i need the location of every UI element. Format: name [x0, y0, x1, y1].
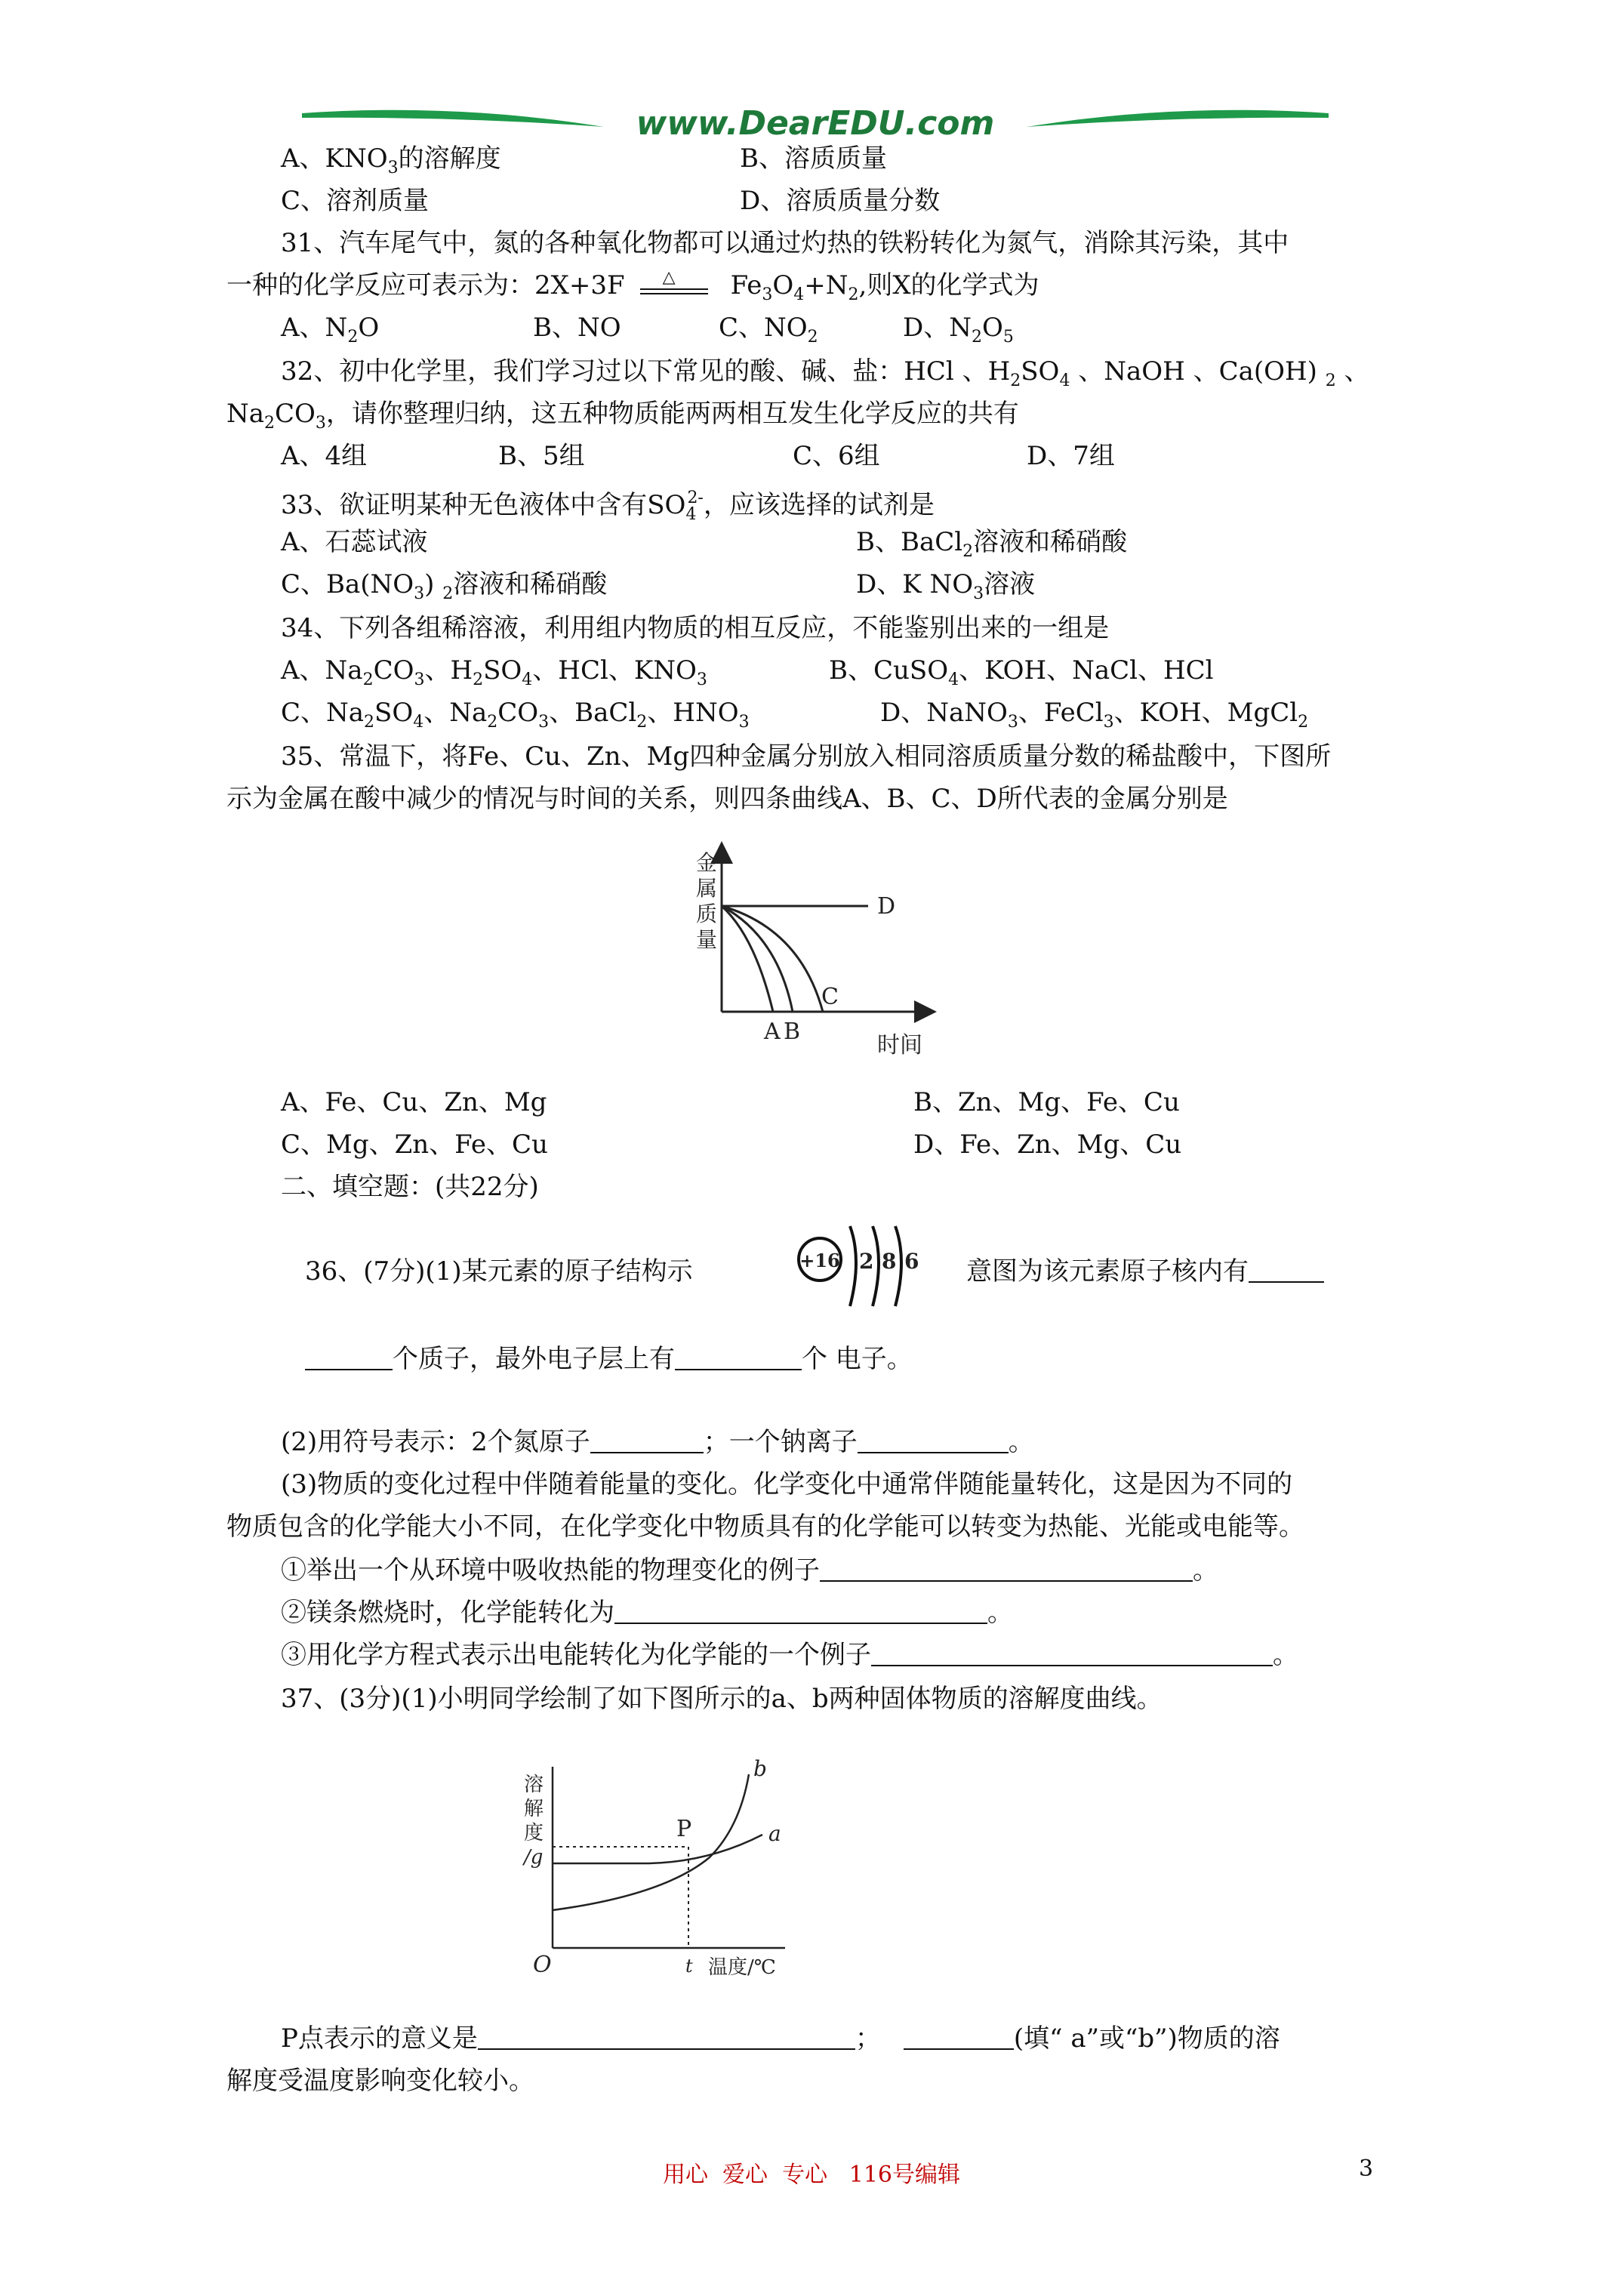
y-label-3: 质	[696, 901, 718, 926]
q37-p-meaning: P点表示的意义是 ； (填“ a”或“b”)物质的溶	[281, 2023, 1280, 2054]
q37-stem: 37、(3分)(1)小明同学绘制了如下图所示的a、b两种固体物质的溶解度曲线。	[281, 1684, 1163, 1714]
q31-stem-line1: 31、汽车尾气中，氮的各种氧化物都可以通过灼热的铁粉转化为氮气，消除其污染，其中	[281, 228, 1289, 258]
q35-option-a: A、Fe、Cu、Zn、Mg	[281, 1087, 547, 1117]
answer-blank-substance[interactable]	[904, 2024, 1014, 2050]
q31-option-d: D、$N_2O_5$	[903, 313, 1014, 347]
q32-option-a: A、4组	[281, 441, 368, 471]
q36-part3-line1: (3)物质的变化过程中伴随着能量的变化。化学变化中通常伴随能量转化，这是因为不同的	[281, 1469, 1293, 1499]
answer-blank-nitrogen-atoms[interactable]	[590, 1428, 704, 1453]
x-label: 温度/℃	[708, 1956, 776, 1979]
q35-stem-line2: 示为金属在酸中减少的情况与时间的关系，则四条曲线A、B、C、D所代表的金属分别是	[226, 784, 1228, 814]
nucleus-charge: +16	[799, 1250, 840, 1271]
q30-option-d: D、溶质质量分数	[740, 186, 941, 216]
q30-option-b: B、溶质质量	[740, 143, 887, 174]
q30-option-a: A、$KNO_3$的溶解度	[281, 143, 501, 177]
y-label-4: 量	[696, 927, 718, 952]
q32-stem-line2: $Na_2CO_3$，请你整理归纳，这五种物质能两两相互发生化学反应的共有	[226, 399, 1019, 433]
q35-option-c: C、Mg、Zn、Fe、Cu	[281, 1130, 548, 1160]
q32-option-d: D、7组	[1027, 441, 1115, 471]
origin-label: O	[533, 1952, 552, 1978]
q35-stem-line1: 35、常温下，将Fe、Cu、Zn、Mg四种金属分别放入相同溶质质量分数的稀盐酸中，下图所	[281, 741, 1332, 772]
answer-blank-protons-2[interactable]	[305, 1345, 393, 1370]
q30-option-c: C、溶剂质量	[281, 186, 430, 216]
q33-option-c: C、$Ba(NO_3)$ $_2$溶液和稀硝酸	[281, 569, 608, 603]
shell-1-count: 2	[859, 1249, 874, 1274]
y-label-1: 溶	[524, 1774, 544, 1796]
q31-option-c: C、$NO_2$	[719, 313, 818, 347]
point-p-label: P	[676, 1816, 692, 1842]
q35-option-b: B、Zn、Mg、Fe、Cu	[913, 1087, 1180, 1117]
heat-condition: △	[662, 268, 676, 287]
curve-a-label: a	[768, 1821, 781, 1846]
curve-c-label: C	[821, 984, 839, 1010]
q37-line2: 解度受温度影响变化较小。	[226, 2066, 534, 2096]
q36-item-2: ②镁条燃烧时，化学能转化为 。	[281, 1598, 1013, 1628]
q33-option-b: B、BaCl$_2$溶液和稀硝酸	[856, 527, 1128, 561]
q32-option-b: B、5组	[498, 441, 585, 471]
solubility-curve-figure	[513, 1752, 861, 1993]
y-label-2: 属	[696, 876, 718, 901]
answer-blank-equation[interactable]	[871, 1641, 1273, 1666]
curve-b-label: b	[753, 1756, 767, 1781]
q36-line1-a: 36、(7分)(1)某元素的原子结构示	[305, 1256, 693, 1287]
logo-swoosh-left	[302, 110, 604, 127]
section-title: 二、填空题：(共22分)	[281, 1172, 539, 1202]
y-label-1: 金	[696, 850, 718, 875]
q32-stem-line1: 32、初中化学里，我们学习过以下常见的酸、碱、盐：HCl 、$H_2SO_4$ 、NaOH 、Ca(OH) $_2$ 、	[281, 356, 1370, 390]
y-label-3: 度	[524, 1822, 544, 1845]
equals-sign	[640, 288, 708, 290]
q36-item-1: ①举出一个从环境中吸收热能的物理变化的例子 。	[281, 1555, 1218, 1586]
answer-blank-outer-electrons[interactable]	[675, 1345, 802, 1370]
q34-option-a: A、$Na_2CO_3$、$H_2SO_4$、HCl、$KNO_3$	[281, 655, 707, 689]
q33-stem: 33、欲证明某种无色液体中含有$SO_4^{2-}$，应该选择的试剂是	[281, 488, 935, 524]
q33-option-d: D、K $NO_3$溶液	[856, 569, 1036, 603]
q34-option-c: C、$Na_2SO_4$、$Na_2CO_3$、BaCl$_2$、$HNO_3$	[281, 698, 750, 732]
q31-option-b: B、NO	[533, 313, 621, 343]
q34-stem: 34、下列各组稀溶液，利用组内物质的相互反应，不能鉴别出来的一组是	[281, 613, 1110, 643]
metal-mass-time-figure	[679, 823, 966, 1072]
shell-arc-1	[850, 1226, 856, 1306]
curve-b	[553, 1774, 749, 1910]
curve-a-label: A	[764, 1019, 781, 1045]
q36-part2: (2)用符号表示：2个氮原子 ；一个钠离子 。	[281, 1427, 1034, 1457]
y-label-4: /g	[524, 1846, 544, 1869]
q35-option-d: D、Fe、Zn、Mg、Cu	[913, 1130, 1182, 1160]
curve-a	[722, 906, 773, 1012]
logo-swoosh-right	[1027, 110, 1329, 127]
curve-a	[553, 1835, 762, 1863]
answer-blank-physical-change[interactable]	[820, 1556, 1193, 1582]
shell-3-count: 6	[904, 1249, 919, 1274]
q34-option-b: B、CuSO$_4$、KOH、NaCl、HCl	[829, 655, 1214, 689]
q31-stem-line2: 一种的化学反应可表示为：2X+3F △ $Fe_3O_4+N_2$,则X的化学式为	[226, 270, 1039, 310]
shell-2-count: 8	[882, 1249, 897, 1274]
y-label-2: 解	[524, 1798, 544, 1820]
q31-option-a: A、$N_2O$	[281, 313, 380, 347]
q32-option-c: C、6组	[793, 441, 880, 471]
curve-d-label: D	[877, 893, 896, 920]
q33-option-a: A、石蕊试液	[281, 527, 428, 557]
logo-text: www.DearEDU.com	[636, 104, 995, 143]
q34-option-d: D、NaNO$_3$、FeCl$_3$、KOH、MgCl$_2$	[880, 698, 1309, 732]
footer-text: 用心 爱心 专心 116号编辑	[662, 2162, 960, 2188]
q36-line1-b: 意图为该元素原子核内有	[966, 1256, 1324, 1287]
q36-part3-line2: 物质包含的化学能大小不同，在化学变化中物质具有的化学能可以转变为热能、光能或电能等。	[226, 1512, 1304, 1542]
atom-structure-diagram	[793, 1223, 944, 1321]
x-label: 时间	[877, 1032, 922, 1059]
answer-blank-sodium-ion[interactable]	[858, 1428, 1009, 1453]
t-label: t	[685, 1955, 693, 1977]
answer-blank-protons-1[interactable]	[1249, 1257, 1324, 1283]
q36-item-3: ③用化学方程式表示出电能转化为化学能的一个例子 。	[281, 1640, 1298, 1670]
q36-line2: 个质子，最外电子层上有 个 电子。	[305, 1344, 913, 1374]
page-number: 3	[1359, 2156, 1374, 2182]
answer-blank-p-meaning[interactable]	[478, 2024, 855, 2050]
answer-blank-energy-form[interactable]	[614, 1598, 987, 1624]
curve-b-label: B	[784, 1019, 801, 1045]
